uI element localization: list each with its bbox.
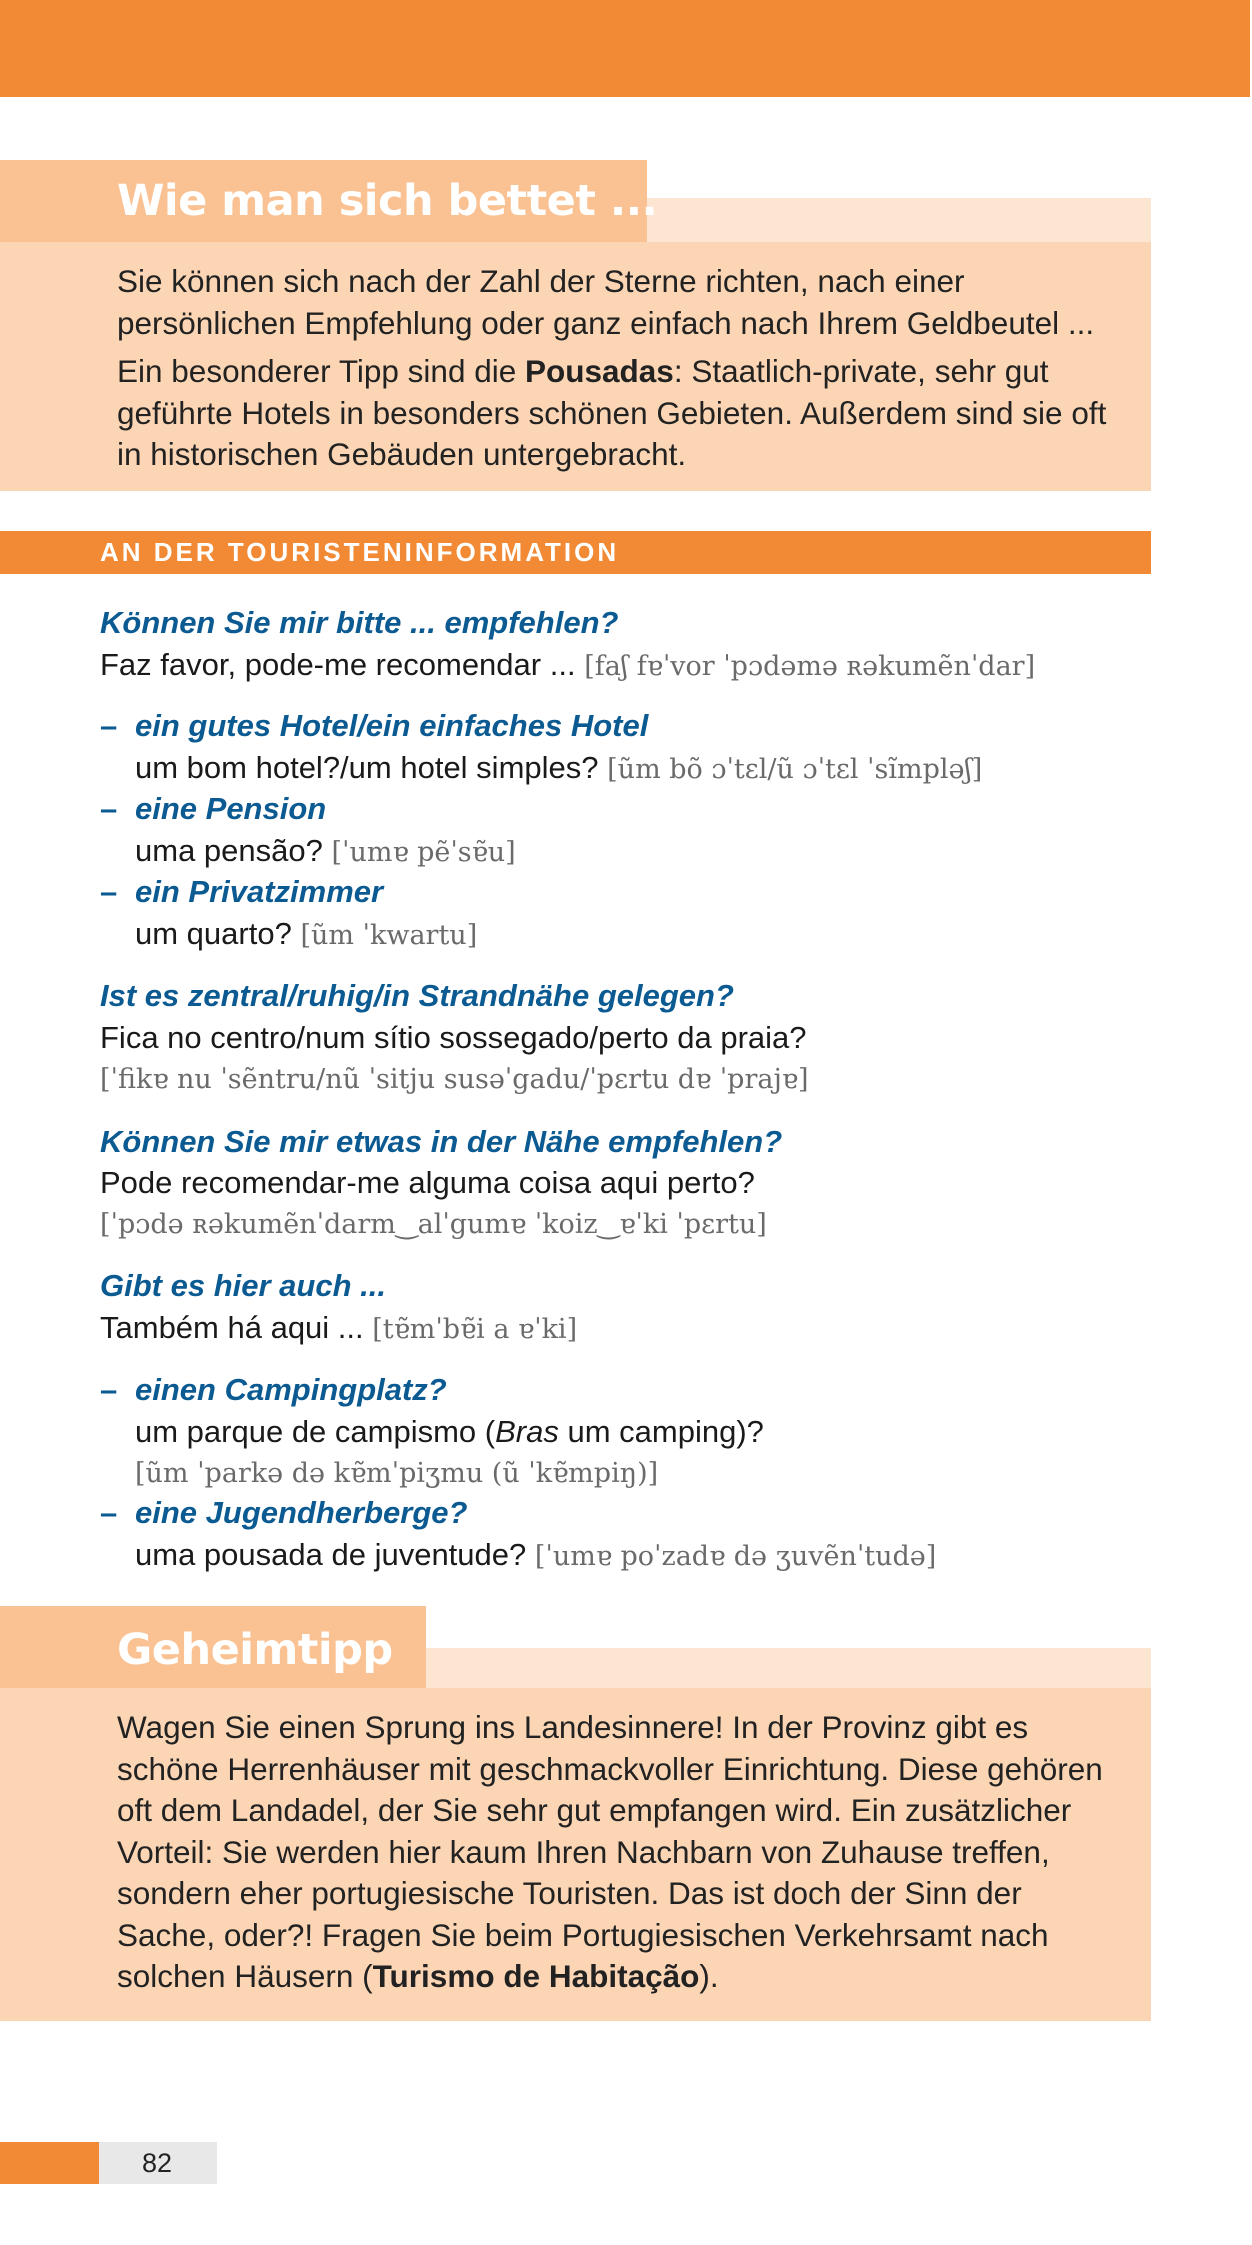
phrase-portuguese: Fica no centro/num sítio sossegado/perto da praia? <box>100 1020 807 1055</box>
box-paragraph <box>117 1707 1127 1998</box>
phrase-german: einen Campingplatz? <box>135 1372 447 1407</box>
text-span: : Staatlich-private, sehr gut geführte Hotels in besonders schönen Gebieten. Außerdem sind sie oft in historischen Gebäuden untergebracht. <box>117 353 1107 472</box>
list-dash: – <box>100 874 118 909</box>
pronunciation: [ˈpɔdə ʀəkumẽnˈdarm‿alˈgumɐ ˈkoiz‿ɐˈki ˈpɛrtu] <box>100 1209 767 1240</box>
box-paragraph: Sie können sich nach der Zahl der Sterne richten, nach einer persönlichen Empfehlung oder ganz einfach nach Ihrem Geldbeutel ... <box>117 263 1095 341</box>
section-title: AN DER TOURISTENINFORMATION <box>100 537 620 567</box>
top-color-bar <box>0 0 1250 97</box>
box-title: Wie man sich bettet ... <box>117 176 658 226</box>
pronunciation: [tɐ̃mˈbɐ̃i a ɐˈki] <box>372 1314 578 1345</box>
box-paragraph <box>117 351 1127 476</box>
portuguese-text: Também há aqui ... <box>100 1310 364 1345</box>
list-dash: – <box>100 791 118 826</box>
list-dash: – <box>100 1495 118 1530</box>
phrase-portuguese <box>135 1537 936 1573</box>
phrase-portuguese <box>135 750 982 786</box>
phrase-german: Können Sie mir bitte ... empfehlen? <box>100 605 619 640</box>
pronunciation: [ũm ˈkwartu] <box>300 920 478 951</box>
text-span: Ein besonderer Tipp sind die <box>117 353 526 389</box>
pronunciation: [ũm bõ ɔˈtɛl/ũ ɔˈtɛl ˈsĩmpləʃ] <box>607 754 983 785</box>
phrase-portuguese <box>135 833 516 869</box>
page-number: 82 <box>142 2148 173 2178</box>
phrase-portuguese <box>100 1310 577 1346</box>
footer-color-block <box>0 2142 99 2184</box>
portuguese-text: uma pensão? <box>135 833 323 868</box>
phrase-german: Gibt es hier auch ... <box>100 1268 386 1303</box>
phrase-german: Können Sie mir etwas in der Nähe empfehlen? <box>100 1124 783 1159</box>
pronunciation: [ˈfikɐ nu ˈsẽntru/nũ ˈsitju susəˈgadu/ˈpɛrtu dɐ ˈprajɐ] <box>100 1064 809 1095</box>
portuguese-text: uma pousada de juventude? <box>135 1537 527 1572</box>
phrase-portuguese <box>100 647 1035 683</box>
italic-term: Bras <box>495 1414 559 1449</box>
pronunciation: [ˈumɐ poˈzadɐ də ʒuvẽnˈtudə] <box>534 1541 937 1572</box>
text-span: Wagen Sie einen Sprung ins Landesinnere! In der Provinz gibt es schöne Herrenhäuser mit geschmackvoller Einrichtung. Diese gehören oft dem Landadel, der Sie sehr gut empfangen wird. Ein zusätzlicher Vorteil: Sie werden hier kaum Ihren Nachbarn von Zuhause treffen, sondern eher portugiesische Touristen. Das ist doch der Sinn der Sache, oder?! Fragen Sie beim Portugiesischen Verkehrsamt nach solchen Häusern ( <box>117 1709 1103 1994</box>
pronunciation: [ũm ˈparkə də kɐ̃mˈpiʒmu (ũ ˈkɐ̃mpiŋ)] <box>135 1458 659 1489</box>
portuguese-text: Faz favor, pode-me recomendar ... <box>100 647 576 682</box>
bold-term: Turismo de Habitação <box>372 1958 700 1994</box>
box-title: Geheimtipp <box>117 1625 393 1675</box>
bold-term: Pousadas <box>525 353 674 389</box>
list-dash: – <box>100 708 118 743</box>
portuguese-text: um bom hotel?/um hotel simples? <box>135 750 599 785</box>
portuguese-text: um quarto? <box>135 916 292 951</box>
phrase-german: eine Pension <box>135 791 327 826</box>
list-dash: – <box>100 1372 118 1407</box>
phrase-german: ein gutes Hotel/ein einfaches Hotel <box>135 708 649 743</box>
pronunciation: [faʃ fɐˈvor ˈpɔdəmə ʀəkumẽnˈdar] <box>584 651 1036 682</box>
text-span: ). <box>699 1958 719 1994</box>
text-span: um parque de campismo ( <box>135 1414 496 1449</box>
phrase-portuguese <box>135 1414 764 1450</box>
pronunciation: [ˈumɐ pẽˈsɐ̃u] <box>331 837 516 868</box>
phrase-german: ein Privatzimmer <box>135 874 384 909</box>
phrase-portuguese <box>135 916 477 952</box>
phrase-portuguese: Pode recomendar-me alguma coisa aqui perto? <box>100 1165 755 1200</box>
phrase-german: eine Jugendherberge? <box>135 1495 468 1530</box>
phrase-german: Ist es zentral/ruhig/in Strandnähe gelegen? <box>100 978 734 1013</box>
text-span: um camping)? <box>558 1414 764 1449</box>
